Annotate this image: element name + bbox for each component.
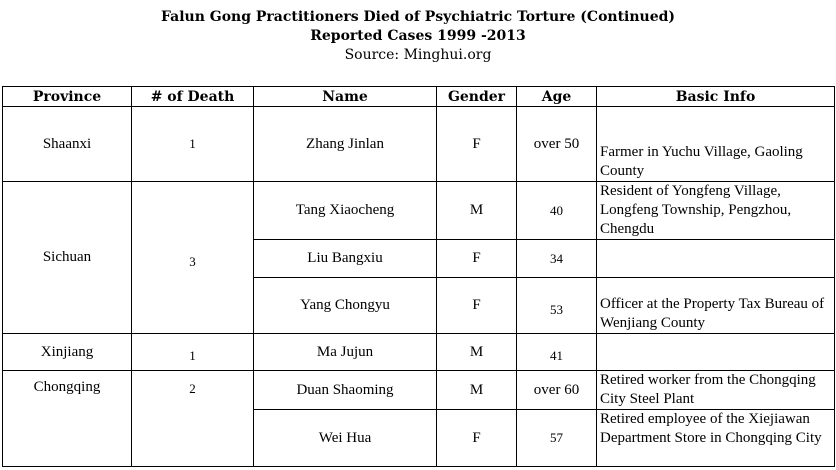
name-cell: Wei Hua: [254, 410, 437, 467]
basic-info-cell: Retired worker from the Chongqing City Steel Plant: [597, 371, 835, 410]
deaths-cell: 1: [132, 334, 254, 371]
deaths-cell: 2: [132, 371, 254, 467]
gender-cell: M: [437, 371, 517, 410]
header-row: [3, 87, 835, 107]
province-cell: Sichuan: [3, 182, 132, 334]
deaths-cell: 1: [132, 107, 254, 182]
basic-info-cell: Officer at the Property Tax Bureau of Wenjiang County: [597, 278, 835, 334]
gender-cell: F: [437, 278, 517, 334]
age-cell: 53: [517, 278, 597, 334]
table-row: [3, 182, 835, 240]
province-cell: Shaanxi: [3, 107, 132, 182]
basic-info-cell: Resident of Yongfeng Village, Longfeng Township, Pengzhou, Chengdu: [597, 182, 835, 240]
province-cell: Chongqing: [3, 371, 132, 467]
col-header-province: Province: [3, 87, 132, 107]
col-header-deaths: # of Death: [132, 87, 254, 107]
age-cell: 57: [517, 410, 597, 467]
deaths-cell: 3: [132, 182, 254, 334]
col-header-name: Name: [254, 87, 437, 107]
name-cell: Yang Chongyu: [254, 278, 437, 334]
age-cell: 40: [517, 182, 597, 240]
name-cell: Liu Bangxiu: [254, 240, 437, 278]
data-table: [2, 86, 835, 467]
table-row: [3, 371, 835, 410]
age-cell: over 50: [517, 107, 597, 182]
name-cell: Ma Jujun: [254, 334, 437, 371]
page-title: Falun Gong Practitioners Died of Psychiatric Torture (Continued): [160, 9, 676, 25]
basic-info-cell: Farmer in Yuchu Village, Gaoling County: [597, 107, 835, 182]
col-header-basic-info: Basic Info: [597, 87, 835, 107]
name-cell: Zhang Jinlan: [254, 107, 437, 182]
name-cell: Duan Shaoming: [254, 371, 437, 410]
basic-info-cell: [597, 334, 835, 371]
gender-cell: F: [437, 240, 517, 278]
table-row: [3, 107, 835, 182]
gender-cell: M: [437, 334, 517, 371]
source-line: Source: Minghui.org: [344, 47, 492, 63]
gender-cell: F: [437, 410, 517, 467]
age-cell: 41: [517, 334, 597, 371]
age-cell: 34: [517, 240, 597, 278]
col-header-age: Age: [517, 87, 597, 107]
name-cell: Tang Xiaocheng: [254, 182, 437, 240]
basic-info-cell: [597, 240, 835, 278]
province-cell: Xinjiang: [3, 334, 132, 371]
gender-cell: M: [437, 182, 517, 240]
age-cell: over 60: [517, 371, 597, 410]
col-header-gender: Gender: [437, 87, 517, 107]
page-subtitle: Reported Cases 1999 -2013: [310, 28, 526, 44]
table-row: [3, 334, 835, 371]
basic-info-cell: Retired employee of the Xiejiawan Department Store in Chongqing City: [597, 410, 835, 467]
title-block: [0, 8, 836, 65]
gender-cell: F: [437, 107, 517, 182]
